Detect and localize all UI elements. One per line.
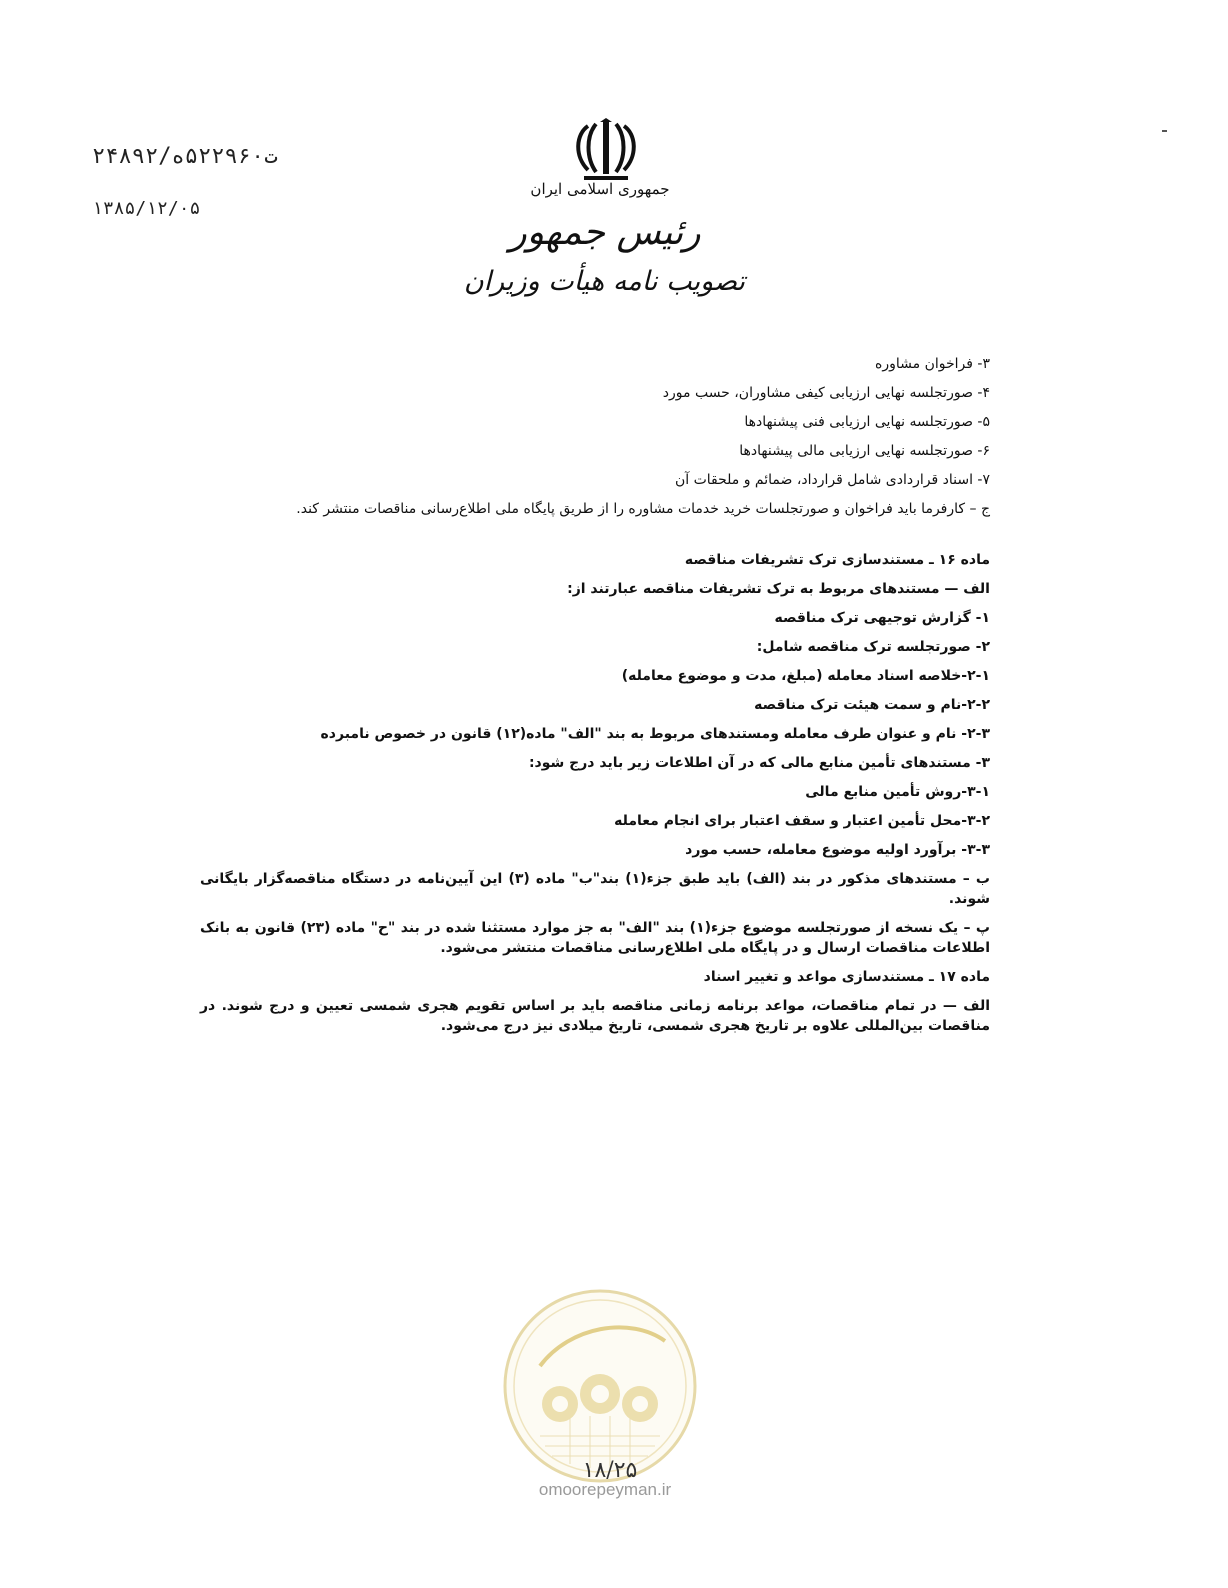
omoorepeyman-seal-logo xyxy=(500,1286,700,1486)
text-line: ۲-۲-نام و سمت هیئت ترک مناقصه xyxy=(754,697,990,713)
org-president-title: رئیس جمهور xyxy=(509,212,701,253)
website-watermark: omoorepeyman.ir xyxy=(538,1480,672,1499)
text-line: ۳-۲-محل تأمین اعتبار و سقف اعتبار برای انجام معامله xyxy=(614,813,990,829)
text-line: ب – مستندهای مذکور در بند (الف) باید طبق جزء(۱) بند"ب" ماده (۳) این آیین‌نامه در دستگاه مناقصه‌گزار بایگانی شوند. xyxy=(200,871,990,907)
iran-emblem-icon xyxy=(566,118,646,182)
text-line: ۲- صورتجلسه ترک مناقصه شامل: xyxy=(756,639,990,655)
text-line: ماده ۱۷ ـ مستندسازی مواعد و تغییر اسناد xyxy=(703,969,990,985)
text-line: ماده ۱۶ ـ مستندسازی ترک تشریفات مناقصه xyxy=(684,552,990,568)
org-country-name: جمهوری اسلامی ایران xyxy=(530,180,670,198)
text-line: ۴- صورتجلسه نهایی ارزیابی کیفی مشاوران، حسب مورد xyxy=(662,385,990,401)
page-number: ۱۸/۲۵ xyxy=(582,1458,638,1483)
text-line: ۱- گزارش توجیهی ترک مناقصه xyxy=(774,610,990,626)
text-line: الف — مستندهای مربوط به ترک تشریفات مناقصه عبارتند از: xyxy=(567,581,990,597)
org-cabinet-title: تصویب نامه هیأت وزیران xyxy=(463,266,745,297)
text-line: ۵- صورتجلسه نهایی ارزیابی فنی پیشنهادها xyxy=(744,414,990,430)
scan-speck xyxy=(1162,130,1167,132)
text-line: ۳-۱-روش تأمین منابع مالی xyxy=(805,784,990,800)
text-line: ۲-۱-خلاصه اسناد معامله (مبلغ، مدت و موضوع معامله) xyxy=(621,668,990,684)
text-line: ۳-۳- برآورد اولیه موضوع معامله، حسب مورد xyxy=(685,842,990,858)
document-body xyxy=(200,354,990,1045)
text-line: ۶- صورتجلسه نهایی ارزیابی مالی پیشنهادها xyxy=(739,443,990,459)
reference-number: ۲۴۸۹۲/ت۵۲۲۹۶۰ه xyxy=(92,144,278,169)
text-line: ۳- مستندهای تأمین منابع مالی که در آن اطلاعات زیر باید درج شود: xyxy=(528,755,990,771)
document-date: ۱۳۸۵/۱۲/۰۵ xyxy=(92,198,201,219)
text-line: ۲-۳- نام و عنوان طرف معامله ومستندهای مربوط به بند "الف" ماده(۱۲) قانون در خصوص نامبرده xyxy=(320,726,990,742)
text-line: ۷- اسناد قراردادی شامل قرارداد، ضمائم و ملحقات آن xyxy=(674,472,990,488)
text-line: ج – کارفرما باید فراخوان و صورتجلسات خرید خدمات مشاوره را از طریق پایگاه ملی اطلاع‌رسانی مناقصات منتشر کند. xyxy=(296,501,990,517)
text-line: پ – یک نسخه از صورتجلسه موضوع جزء(۱) بند "الف" به جز موارد مستثنا شده در بند "ح" ماده (۲۳) قانون به بانک اطلاعات مناقصات ارسال و در پایگاه ملی اطلاع‌رسانی مناقصات منتشر می‌شود. xyxy=(200,920,990,956)
text-line: الف — در تمام مناقصات، مواعد برنامه زمانی مناقصه باید بر اساس تقویم هجری شمسی تعیین و درج شوند. در مناقصات بین‌المللی علاوه بر تاریخ هجری شمسی، تاریخ میلادی نیز درج می‌شود. xyxy=(200,998,990,1034)
paragraph-gap xyxy=(200,528,990,550)
text-line: ۳- فراخوان مشاوره xyxy=(875,356,990,372)
